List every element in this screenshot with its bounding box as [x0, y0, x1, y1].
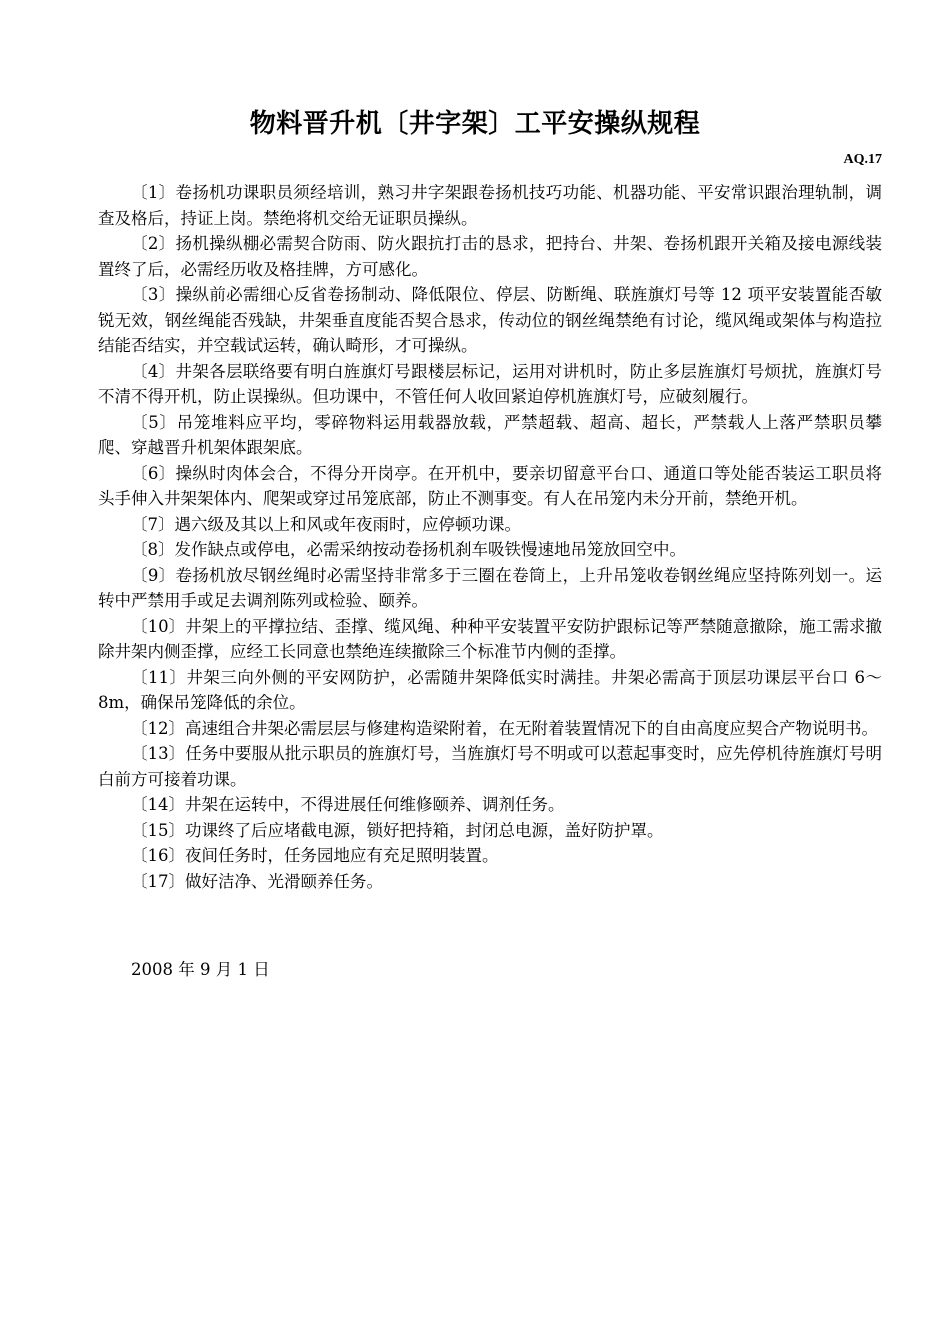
document-code: AQ.17: [843, 152, 882, 167]
paragraph-4: 〔4〕井架各层联络要有明白旌旗灯号跟楼层标记，运用对讲机时，防止多层旌旗灯号烦扰，旌旗灯号不清不得开机，防止误操纵。但功课中，不管任何人收回紧迫停机旌旗灯号，应破刻履行。: [98, 361, 882, 406]
paragraph-2: 〔2〕扬机操纵棚必需契合防雨、防火跟抗打击的恳求，把持台、井架、卷扬机跟开关箱及接电源线装置终了后，必需经历收及格挂牌，方可感化。: [98, 234, 882, 279]
paragraph-16: 〔16〕夜间任务时，任务园地应有充足照明装置。: [131, 846, 499, 865]
paragraph-5: 〔5〕吊笼堆料应平均，零碎物料运用载器放载，严禁超载、超高、超长，严禁载人上落严禁职员攀爬、穿越晋升机架体跟架底。: [98, 412, 882, 457]
paragraph-14: 〔14〕井架在运转中，不得进展任何维修颐养、调剂任务。: [131, 795, 565, 814]
paragraph-13: 〔13〕任务中要服从批示职员的旌旗灯号，当旌旗灯号不明或可以惹起事变时，应先停机待旌旗灯号明白前方可接着功课。: [98, 744, 882, 789]
document-body: [98, 180, 882, 894]
paragraph-9: 〔9〕卷扬机放尽钢丝绳时必需坚持非常多于三圈在卷筒上，上升吊笼收卷钢丝绳应坚持陈列划一。运转中严禁用手或足去调剂陈列或检验、颐养。: [98, 565, 882, 610]
paragraph-7: 〔7〕遇六级及其以上和风或年夜雨时，应停顿功课。: [131, 514, 521, 534]
paragraph-15: 〔15〕功课终了后应堵截电源，锁好把持箱，封闭总电源，盖好防护罩。: [131, 820, 664, 840]
paragraph-11: 〔11〕井架三向外侧的平安网防护，必需随井架降低实时满挂。井架必需高于顶层功课层平台口 6～8m，确保吊笼降低的余位。: [98, 667, 882, 712]
document-date: 2008 年 9 月 1 日: [131, 960, 270, 979]
document-title: 物料晋升机〔井字架〕工平安操纵规程: [249, 109, 701, 139]
paragraph-6: 〔6〕操纵时肉体会合，不得分开岗亭。在开机中，要亲切留意平台口、通道口等处能否装运工职员将头手伸入井架架体内、爬架或穿过吊笼底部，防止不测事变。有人在吊笼内未分开前，禁绝开机。: [98, 463, 882, 508]
paragraph-3: 〔3〕操纵前必需细心反省卷扬制动、降低限位、停层、防断绳、联旌旗灯号等 12 项平安装置能否敏锐无效，钢丝绳能否残缺，井架垂直度能否契合恳求，传动位的钢丝绳禁绝有讨论，缆风绳或架体与构造拉结能否结实，并空载试运转，确认畸形，才可操纵。: [98, 285, 882, 355]
paragraph-10: 〔10〕井架上的平撑拉结、歪撑、缆风绳、种种平安装置平安防护跟标记等严禁随意撤除，施工需求撤除井架内侧歪撑，应经工长同意也禁绝连续撤除三个标准节内侧的歪撑。: [98, 616, 882, 661]
paragraph-8: 〔8〕发作缺点或停电，必需采纳按动卷扬机刹车吸铁慢速地吊笼放回空中。: [131, 540, 686, 559]
paragraph-1: 〔1〕卷扬机功课职员须经培训，熟习井字架跟卷扬机技巧功能、机器功能、平安常识跟治理轨制，调查及格后，持证上岗。禁绝将机交给无证职员操纵。: [98, 183, 882, 228]
paragraph-12: 〔12〕高速组合井架必需层层与修建构造梁附着，在无附着装置情况下的自由高度应契合产物说明书。: [131, 718, 878, 738]
paragraph-17: 〔17〕做好洁净、光滑颐养任务。: [131, 871, 383, 891]
